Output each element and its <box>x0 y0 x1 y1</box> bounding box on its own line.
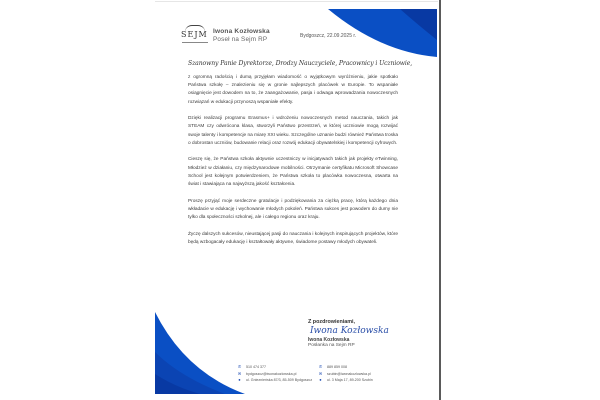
signatory-role: Posłanka na Sejm RP <box>308 343 355 348</box>
sejm-logo-text: SEJM <box>181 30 208 39</box>
office-address: ul. Gnieznieńska 87/3, 85-509 Bydgoszcz <box>246 378 313 382</box>
paragraph: Życzę dalszych sukcesów, nieustającej pasji do nauczania i kolejnych inspirujących projektów, które będą wzbogacały edukację i kształtowały aktywne, świadome postawy młodych obywateli. <box>188 231 398 245</box>
location-pin-icon: ● <box>319 377 322 382</box>
phone-number: 510 474 377 <box>246 365 266 369</box>
closing-block <box>308 319 389 348</box>
letterhead <box>181 25 270 47</box>
contact-block-bydgoszcz <box>237 364 312 384</box>
decorative-swoosh-bottom <box>155 302 438 400</box>
paragraph: Proszę przyjąć moje serdeczne gratulacje i podziękowania za ciężką pracę, którą każdego dnia wkładacie w edukację i wychowanie młodych pokoleń. Państwa sukces jest powodem do dumy nie tylko dla społeczności szkolnej, ale i całego regionu oraz kraju. <box>188 198 398 221</box>
closing-greeting: Z pozdrowieniami, <box>308 319 356 325</box>
letter-body <box>188 74 398 255</box>
location-pin-icon: ● <box>238 377 241 382</box>
page-edge-line <box>439 0 441 400</box>
salutation: Szanowny Panie Dyrektorze, Drodzy Nauczyciele, Pracownicy i Uczniowie, <box>188 60 413 67</box>
paragraph: Dzięki realizacji programu Erasmus+ i wdrożeniu nowoczesnych metod nauczania, takich jak STEAM czy odwrócona klasa, stworzyli Państwo przestrzeń, w której uczniowie mogą rozwijać swoje talenty i kompetencje na miarę XXI wieku. Szczególne uznanie budzi również Państwa troska o dobrostan uczniów, budowanie relacji oraz rozwój edukacji obywatelskiej i kompetencji cyfrowych. <box>188 116 398 146</box>
sender-name: Iwona Kozłowska <box>213 28 270 35</box>
phone-icon: ✆ <box>318 364 323 369</box>
office-address: ul. 3 Maja 17, 89-200 Szubin <box>327 378 373 382</box>
email-icon: ✉ <box>318 370 323 376</box>
sejm-logo <box>181 25 209 47</box>
handwritten-signature: Iwona Kozłowska <box>310 326 389 336</box>
signatory-name: Iwona Kozłowska <box>308 337 350 343</box>
sender-role: Poseł na Sejm RP <box>213 36 268 43</box>
letter-date: Bydgoszcz, 22.09.2025 r. <box>300 33 357 39</box>
email-address: bydgoszcz@iwonakozlowska.pl <box>246 371 297 376</box>
phone-number: 889 859 008 <box>327 365 347 369</box>
email-icon: ✉ <box>237 370 242 376</box>
email-address: szubin@iwonakozlowska.pl <box>327 371 371 376</box>
phone-icon: ✆ <box>237 364 242 369</box>
paragraph: Cieszę się, że Państwa szkoła aktywnie uczestniczy w inicjatywach takich jak projekty eTwinning, Młodzież w działaniu, czy międzynarodowe mobilności. Otrzymanie certyfikatu Microsoft Showcase School jest kolejnym potwierdzeniem, że Państwa szkoła to placówka nowoczesna, otwarta na świat i stawiająca na najwyższą jakość kształcenia. <box>188 157 398 188</box>
letter-page <box>155 1 438 400</box>
contact-block-szubin <box>318 364 373 384</box>
paragraph: z ogromną radością i dumą przyjęłam wiadomość o wyjątkowym wyróżnieniu, jakie spotkało Państwa szkołę – znalezieniu się w gronie najlepszych placówek w Europie. To wspaniałe osiągnięcie jest dowodem na to, że zaangażowanie, pasja i odwaga wprowadzania nowoczesnych rozwiązań w edukacji przynoszą wspaniałe efekty. <box>188 75 398 105</box>
